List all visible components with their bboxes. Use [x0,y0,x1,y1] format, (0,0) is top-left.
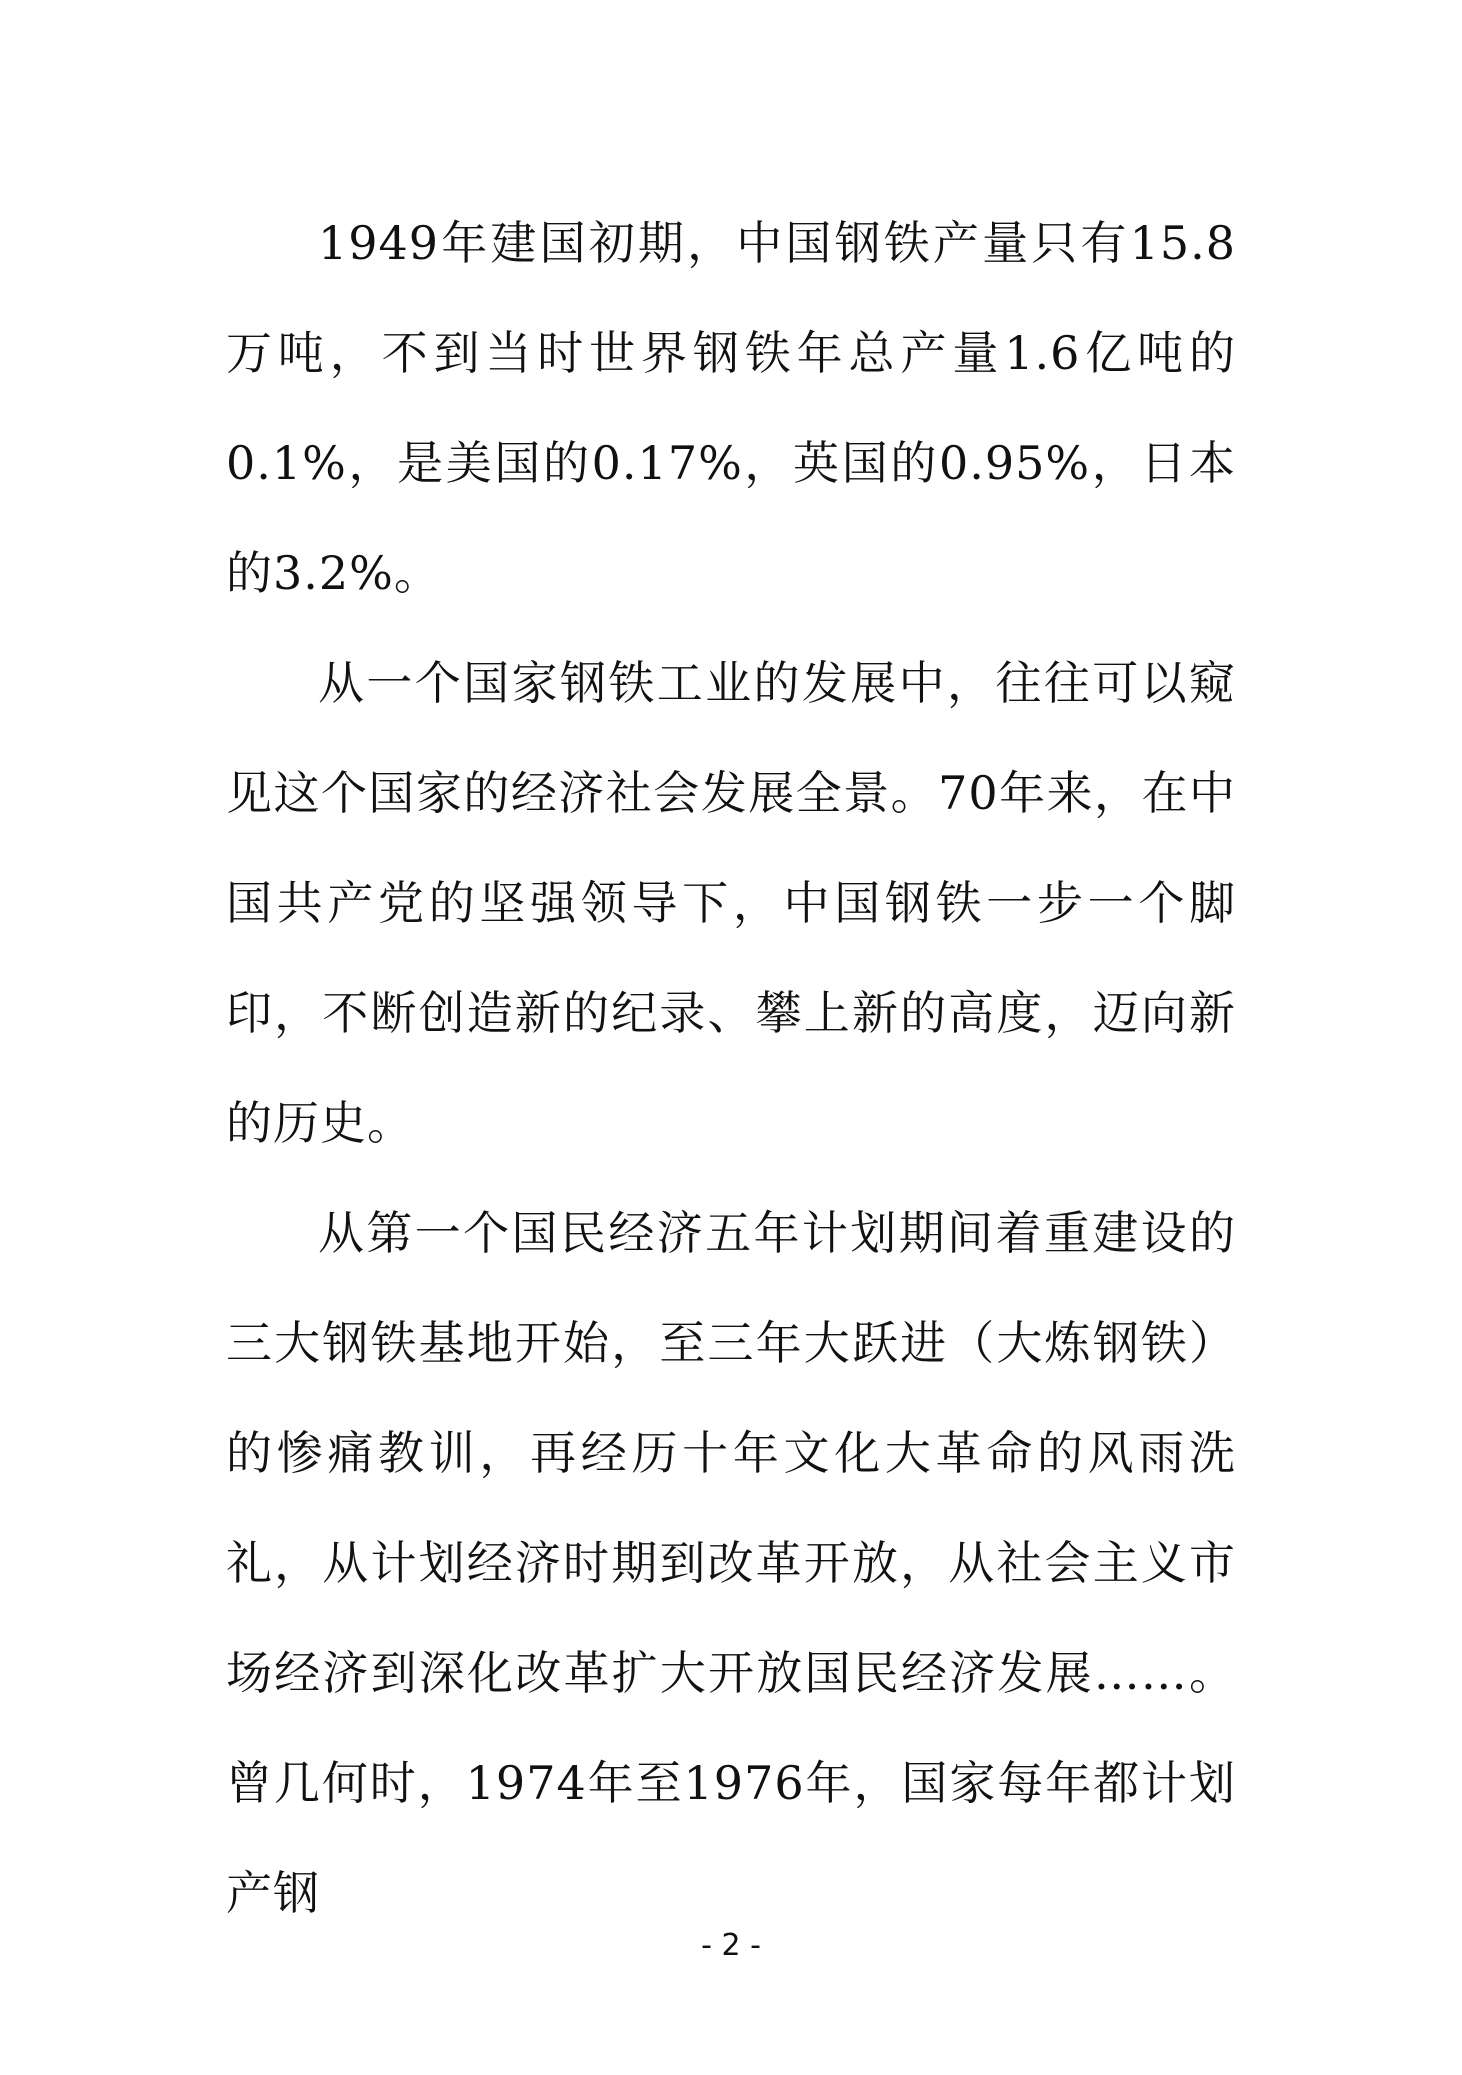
page-number: - 2 - [701,1928,761,1963]
paragraph-steel-history: 从第一个国民经济五年计划期间着重建设的三大钢铁基地开始，至三年大跃进（大炼钢铁）的惨痛教训，再经历十年文化大革命的风雨洗礼，从计划经济时期到改革开放，从社会主义市场经济到深化改革扩大开放国民经济发展……。曾几何时，1974年至1976年，国家每年都计划产钢 [226,1206,1236,1920]
body-text [226,188,1236,1948]
paragraph-steel-output-1949: 1949年建国初期，中国钢铁产量只有15.8万吨，不到当时世界钢铁年总产量1.6亿吨的0.1%，是美国的0.17%，英国的0.95%，日本的3.2%。 [226,216,1236,600]
paragraph-steel-industry-overview: 从一个国家钢铁工业的发展中，往往可以窥见这个国家的经济社会发展全景。70年来，在中国共产党的坚强领导下，中国钢铁一步一个脚印，不断创造新的纪录、攀上新的高度，迈向新的历史。 [226,656,1236,1150]
